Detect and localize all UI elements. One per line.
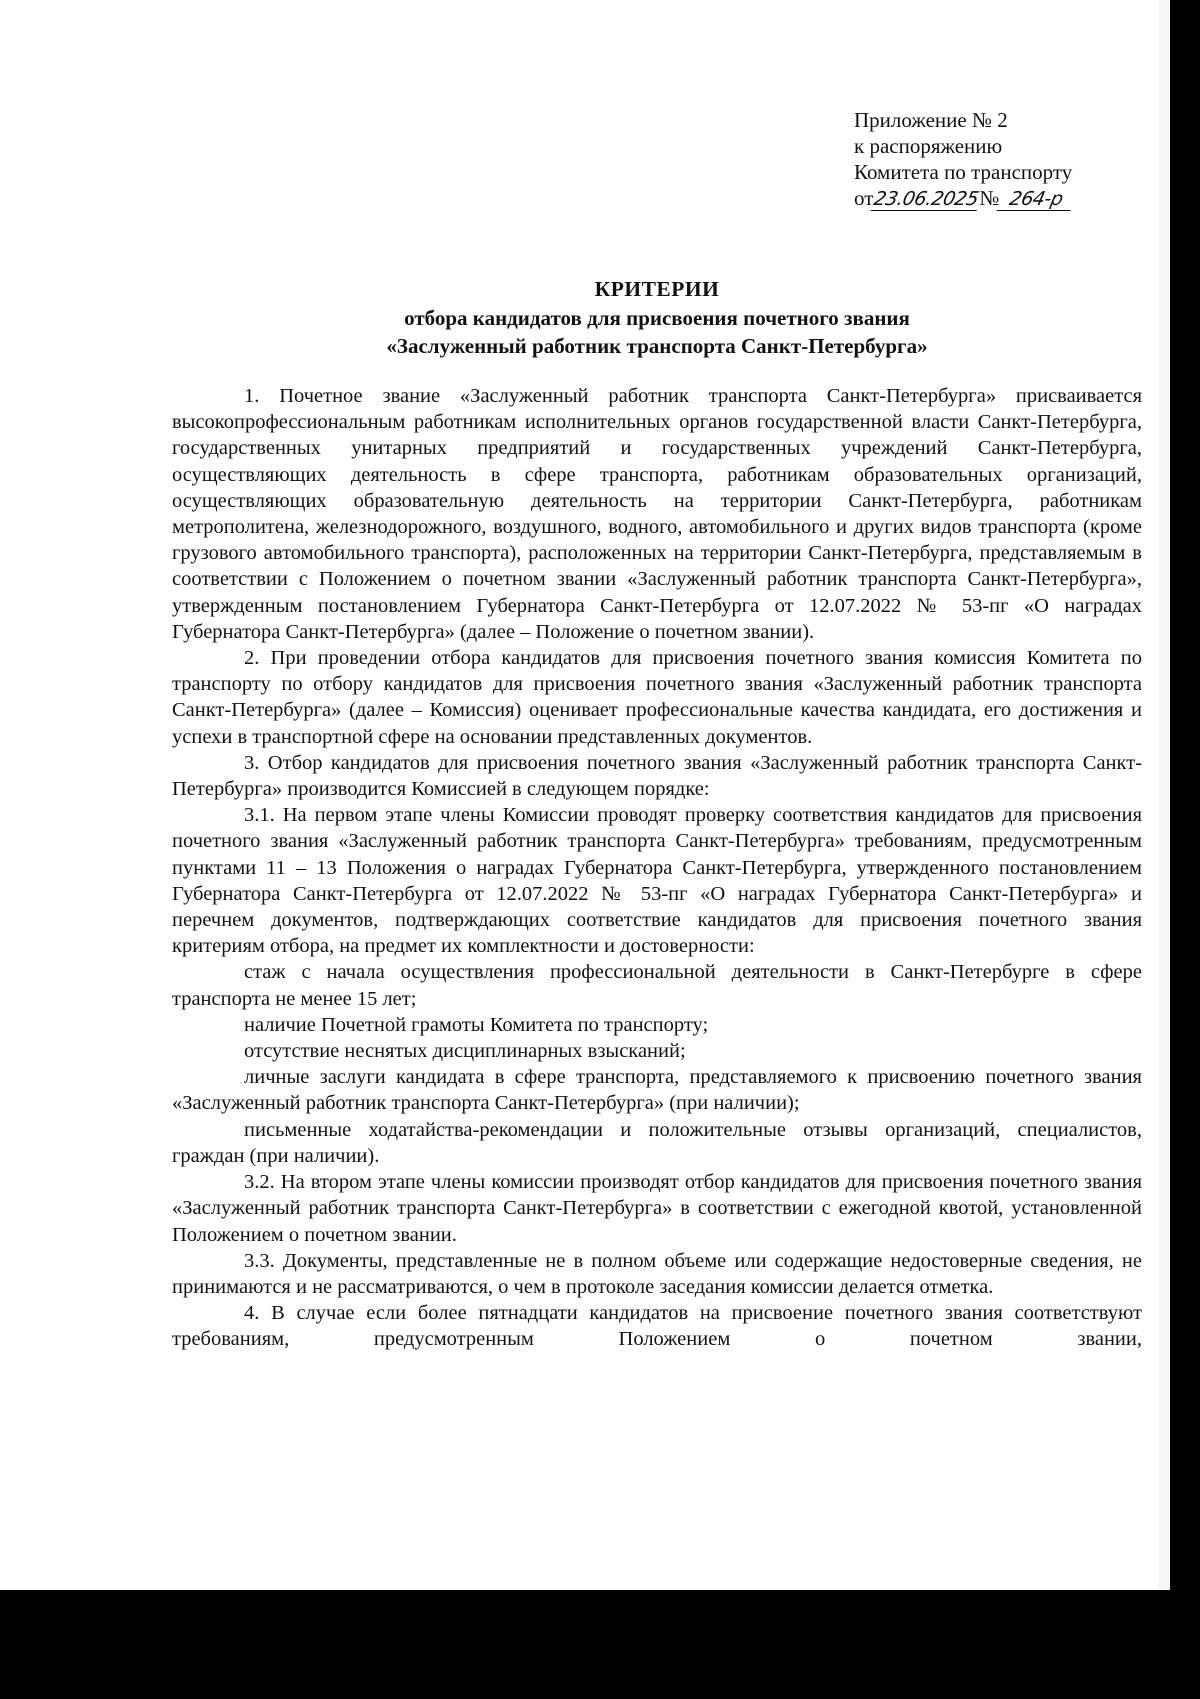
paragraph-4: 4. В случае если более пятнадцати кандидатов на присвоение почетного звания соответствуют требованиям, предусмотренным Положением о почетном звании, [172,1302,1142,1351]
criteria-item-no-penalties: отсутствие неснятых дисциплинарных взысканий; [244,1040,686,1063]
paragraph-3: 3. Отбор кандидатов для присвоения почетного звания «Заслуженный работник транспорта Санкт-Петербурга» производится Комиссией в следующем порядке: [172,751,1142,801]
appendix-block [854,107,1094,211]
paragraph-2: 2. При проведении отбора кандидатов для присвоения почетного звания комиссия Комитета по транспорту по отбору кандидатов для присвоения почетного звания «Заслуженный работник транспорта Санкт-Петербурга» (далее – Комиссия) оценивает профессиональные качества кандидата, его достижения и успехи в транспортной сфере на основании представленных документов. [172,647,1142,748]
scan-page-edge [1158,0,1170,1590]
handwritten-number: 264-р [997,188,1076,211]
criteria-item-merits: личные заслуги кандидата в сфере транспорта, представляемого к присвоению почетного звания «Заслуженный работник транспорта Санкт-Петербурга» (при наличии); [172,1066,1142,1115]
appendix-line-1: Приложение № 2 [854,108,1008,132]
scan-border-bottom [0,1590,1200,1699]
paragraph-3-1: 3.1. На первом этапе члены Комиссии проводят проверку соответствия кандидатов для присвоения почетного звания «Заслуженный работник транспорта Санкт-Петербурга» требованиям, предусмотренным пунктами 11 – 13 Положения о наградах Губернатора Санкт-Петербурга, утвержденного постановлением Губернатора Санкт-Петербурга от 12.07.2022 № 53-пг «О наградах Губернатора Санкт-Петербурга» и перечнем документов, подтверждающих соответствие кандидатов для присвоения почетного звания критериям отбора, на предмет их комплектности и достоверности: [172,804,1142,958]
document-body [172,383,1142,1353]
appendix-line-2: к распоряжению [854,134,1003,158]
paragraph-3-3: 3.3. Документы, представленные не в полном объеме или содержащие недостоверные сведения, не принимаются и не рассматриваются, о чем в протоколе заседания комиссии делается отметка. [172,1249,1142,1298]
handwritten-date: 23.06.2025 [872,188,981,210]
paragraph-3-2: 3.2. На втором этапе члены комиссии производят отбор кандидатов для присвоения почетного звания «Заслуженный работник транспорта Санкт-Петербурга» в соответствии с ежегодной квотой, установленной Положением о почетном звании. [172,1171,1142,1246]
appendix-from-label: от [854,186,874,210]
paragraph-1: 1. Почетное звание «Заслуженный работник транспорта Санкт-Петербурга» присваивается высокопрофессиональным работникам исполнительных органов государственной власти Санкт-Петербурга, государственных унитарных предприятий и государственных учреждений Санкт-Петербурга, осуществляющих деятельность в сфере транспорта, работникам образовательных организаций, осуществляющих образовательную деятельность на территории Санкт-Петербурга, работникам метрополитена, железнодорожного, воздушного, водного, автомобильного и других видов транспорта (кроме грузового автомобильного транспорта), расположенных на территории Санкт-Петербурга, представляемым в соответствии с Положением о почетном звании «Заслуженный работник транспорта Санкт-Петербурга», утвержденным постановлением Губернатора Санкт-Петербурга от 12.07.2022 № 53-пг «О наградах Губернатора Санкт-Петербурга» (далее – Положение о почетном звании). [172,385,1142,643]
criteria-item-experience: стаж с начала осуществления профессиональной деятельности в Санкт-Петербурге в сфере транспорта не менее 15 лет; [172,961,1142,1010]
title-subtitle-2: «Заслуженный работник транспорта Санкт-Петербурга» [386,334,928,358]
appendix-signature-line [854,185,1094,211]
criteria-item-certificate: наличие Почетной грамоты Комитета по транспорту; [244,1013,709,1036]
document-title [172,274,1142,360]
scan-border-right [1170,0,1200,1699]
appendix-line-3: Комитета по транспорту [854,160,1073,184]
criteria-item-recommendations: письменные ходатайства-рекомендации и положительные отзывы организаций, специалистов, граждан (при наличии). [172,1118,1142,1167]
title-subtitle-1: отбора кандидатов для присвоения почетного звания [404,306,910,330]
number-sign: № [979,186,1000,210]
title-main: КРИТЕРИИ [594,277,720,301]
